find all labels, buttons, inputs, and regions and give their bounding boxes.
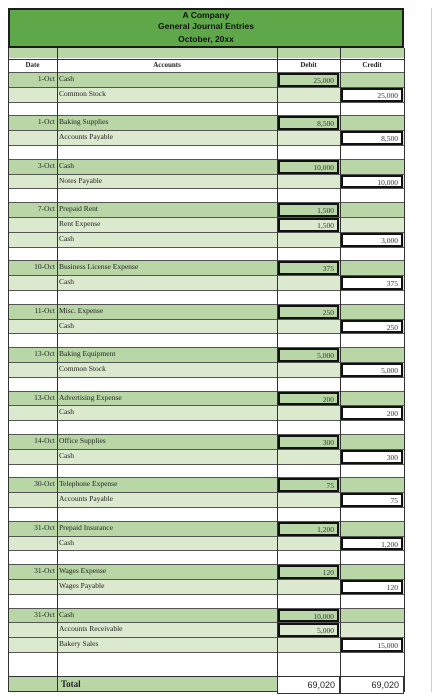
credit-amount: 75 [341,493,403,507]
spacer-row [8,652,404,666]
account-name: Cash [59,537,74,547]
debit-amount: 10,000 [278,609,339,623]
column-header-credit: Credit [362,61,382,69]
account-name: Cash [59,277,74,287]
account-name: Wages Payable [59,581,105,590]
account-name: Wages Expense [59,566,107,576]
credit-amount: 15,000 [341,638,403,652]
spacer-row [8,550,404,564]
column-header-date: Date [25,61,40,69]
debit-amount: 375 [278,261,339,275]
entry-date: 10-Oct [34,262,55,272]
account-name: Baking Supplies [59,117,109,127]
spacer-row [8,420,404,434]
account-name: Office Supplies [59,436,106,445]
account-name: Baking Equipment [59,349,116,359]
account-name: Accounts Receivable [59,624,123,634]
account-name: Prepaid Rent [59,204,98,214]
account-name: Cash [59,160,74,170]
account-name: Cash [59,450,74,460]
debit-amount: 10,000 [278,160,339,174]
spacer-row [8,333,404,347]
entry-date: 30-Oct [34,479,55,489]
account-name: Cash [59,233,74,243]
entry-date: 1-Oct [37,117,55,127]
spacer-row [8,247,404,261]
page-edge-line [431,8,432,692]
entry-date: 31-Oct [34,522,55,532]
credit-amount: 120 [341,580,403,594]
account-name: Misc. Expense [59,305,104,315]
entry-date: 1-Oct [37,74,55,83]
debit-amount: 25,000 [278,73,339,87]
debit-amount: 5,000 [278,348,339,362]
account-name: Accounts Payable [59,494,113,504]
total-debit: 69,020 [277,676,340,694]
debit-amount: 120 [278,565,339,579]
spacer-row [8,290,404,304]
entry-date: 13-Oct [34,392,55,402]
credit-amount: 300 [341,450,403,464]
sheet-title: General Journal Entries [158,21,254,31]
spacer-row [8,377,404,391]
debit-amount: 300 [278,435,339,449]
debit-amount: 5,000 [278,623,339,637]
credit-amount: 10,000 [341,175,403,189]
total-label: Total [61,679,81,689]
account-name: Prepaid Insurance [59,522,113,532]
debit-amount: 1,500 [278,218,339,232]
account-name: Cash [59,74,74,83]
column-header-accounts: Accounts [153,61,181,69]
entry-date: 3-Oct [37,160,55,170]
account-name: Notes Payable [59,175,103,185]
entry-date: 31-Oct [34,609,55,619]
header-spacer-row [8,48,404,58]
entry-date: 11-Oct [34,305,55,315]
entry-date: 14-Oct [34,436,55,445]
debit-amount: 1,500 [278,203,339,217]
credit-amount: 1,200 [341,537,403,551]
entry-date: 13-Oct [34,349,55,359]
account-name: Cash [59,320,74,330]
debit-amount: 200 [278,392,339,406]
spacer-row [8,594,404,608]
spacer-row [8,188,404,202]
debit-amount: 1,200 [278,522,339,536]
column-header-debit: Debit [300,61,317,69]
account-name: Rent Expense [59,219,101,228]
account-name: Accounts Payable [59,132,113,142]
company-name: A Company [182,10,230,20]
spacer-row [8,507,404,521]
credit-amount: 375 [341,276,403,290]
total-credit: 69,020 [340,676,404,694]
credit-amount: 25,000 [341,88,403,102]
account-name: Cash [59,609,74,619]
account-name: Business License Expense [59,262,139,272]
account-name: Common Stock [59,364,106,373]
entry-date: 7-Oct [37,204,55,214]
spacer-row [8,102,404,116]
spacer-row [8,145,404,159]
credit-amount: 200 [341,406,403,420]
account-name: Advertising Expense [59,392,122,402]
column-divider [8,48,9,692]
column-divider [404,48,405,692]
credit-amount: 8,500 [341,131,403,145]
debit-amount: 8,500 [278,116,339,130]
credit-amount: 250 [341,320,403,334]
sheet-period: October, 20xx [178,34,234,44]
debit-amount: 250 [278,305,339,319]
entry-date: 31-Oct [34,566,55,576]
column-divider [57,48,58,692]
account-name: Cash [59,407,74,417]
credit-amount: 3,000 [341,233,403,247]
debit-amount: 75 [278,478,339,492]
column-divider [277,48,278,692]
sheet-header [8,8,404,48]
credit-amount: 5,000 [341,363,403,377]
spacer-row [8,464,404,478]
column-divider [340,48,341,692]
account-name: Bakery Sales [59,639,99,649]
account-name: Telephone Expense [59,479,118,489]
account-name: Common Stock [59,88,106,98]
